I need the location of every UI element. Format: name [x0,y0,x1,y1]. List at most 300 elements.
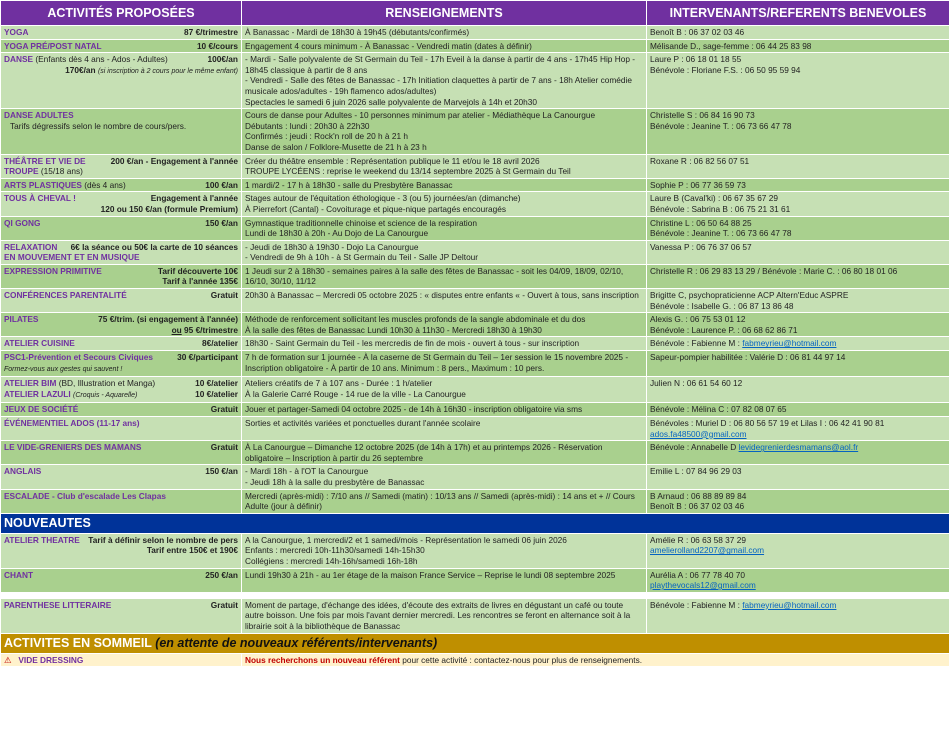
contacts-cell [647,465,949,489]
info-line: - Jeudi 18h à la salle du presbytère de Banassac [245,476,425,487]
info-cell [242,289,647,313]
activity-name-sub: (BD, Illustration et Manga) [58,378,156,389]
email-link[interactable]: levidegrenierdesmamans@aol.fr [738,442,859,453]
activity-name: THÉÂTRE ET VIE DE TROUPE [4,155,86,177]
activity-line [4,110,238,121]
contact-text: Vanessa P : 06 76 37 06 57 [650,241,752,252]
info-line: Sorties et activités variées et ponctuelles durant l'année scolaire [245,418,481,428]
activity-price-2: Tarif entre 150€ et 190€ [146,545,238,556]
contacts-cell [647,533,949,568]
contact-line [650,338,946,349]
info-line: - Jeudi de 18h30 à 19h30 - Dojo La Canourgue [245,241,419,252]
info-line: À la Galerie Carré Rouge - 14 rue de la ville - La Canourgue [245,388,466,399]
info-cell [242,178,647,192]
activity-name-2-sub: (Croquis - Aquarelle) [73,391,138,399]
activity-price: Tarif découverte 10€ [157,265,238,276]
activity-line [4,242,238,263]
contact-text: Emilie L : 07 84 96 29 03 [650,466,742,477]
info-line: Ateliers créatifs de 7 à 107 ans - Durée : 1 h/atelier [245,378,433,389]
contact-text: Brigitte C, psychopraticienne ACP Altern'Educ ASPRE [650,290,849,301]
contact-line [650,491,946,502]
info-line: Lundi de 18h30 à 20h - Au Dojo de La Canourgue [245,228,429,239]
activity-name: YOGA [4,27,29,37]
contact-text: Sophie P : 06 77 36 59 73 [650,179,746,190]
activity-row [1,533,949,568]
activity-price-line-2 [4,276,238,287]
contact-line [650,218,946,229]
activity-cell [1,240,242,264]
activity-line [4,570,238,581]
nouveautes-header [1,513,949,533]
contact-line [650,204,946,215]
activity-cell [1,216,242,240]
activity-cell [1,192,242,216]
contact-line [650,314,946,325]
nouveautes-title: NOUVEAUTES [1,513,949,533]
activity-line [4,156,238,177]
contact-text: Bénévole : Fabienne M : [650,338,743,349]
activity-name-sub: (15/18 ans) [40,166,83,177]
activity-name: ANGLAIS [4,466,42,477]
contact-text: Bénévole : Isabelle G. : 06 87 13 86 48 [650,300,794,311]
activity-name: ATELIER THEATRE [4,534,80,545]
info-line: Jouer et partager-Samedi 04 octobre 2025 - de 14h à 16h30 - inscription obligatoire via sms [245,404,583,415]
info-line: 18h30 - Saint Germain du Teil - les mercredis de fin de mois - ouvert à tous - sur inscription [245,338,580,349]
info-cell [242,533,647,568]
contacts-cell [647,337,949,351]
contact-link-line [650,545,946,556]
activity-cell [1,53,242,109]
contact-line [650,193,946,204]
info-line: A la Canourgue, 1 mercredi/2 et 1 samedi/mois - Représentation le samedi 06 juin 2026 [245,534,567,545]
info-line: À la salle des fêtes de Banassac Lundi 10h30 à 11h30 - Mercredi 18h30 à 19h30 [245,324,542,335]
activity-cell [1,154,242,178]
contact-line [650,442,946,453]
info-cell [242,313,647,337]
contact-line [650,570,946,581]
info-line: Spectacles le samedi 6 juin 2026 salle polyvalente de Marvejols à 14h et 20h30 [245,96,537,107]
activity-cell [1,39,242,53]
activity-line [4,491,238,502]
activity-name: ARTS PLASTIQUES [4,179,82,190]
activity-price: 100 €/an [205,179,238,190]
activity-price: 10 €/cours [196,40,238,51]
contacts-cell [647,289,949,313]
contact-line [650,600,946,611]
activity-line [4,535,238,546]
activity-price-line-2 [4,65,238,78]
info-cell [242,417,647,441]
activity-row [1,417,949,441]
activity-name: ESCALADE - Club d'escalade Les Clapas [4,490,166,501]
activity-name-sub: (dès 4 ans) [84,179,126,190]
activity-line [4,266,238,277]
contact-text: Christelle R : 06 29 83 13 29 / Bénévole : Marie C. : 06 80 18 01 06 [650,265,898,276]
contact-line [650,535,946,546]
activity-row [1,337,949,351]
activity-note: Formez-vous aux gestes qui sauvent ! [4,365,123,373]
contact-line [650,266,946,277]
activity-name: EXPRESSION PRIMITIVE [4,265,102,276]
activity-price: 10 €/atelier [195,378,238,389]
activity-price: 8€/atelier [202,338,238,349]
contact-text: Bénévole : Floriane F.S. : 06 50 95 59 94 [650,64,801,75]
activity-price: Tarif à définir selon le nombre de pers [88,534,238,545]
activity-cell [1,26,242,40]
info-line: À La Canourgue – Dimanche 12 octobre 2025 (de 14h à 17h) et au printemps 2026 - Réservation obligatoire – Inscription à partir du 26 septembre [245,442,603,463]
contact-line [650,352,946,363]
info-cell [242,216,647,240]
contacts-cell [647,598,949,633]
info-line: - Vendredi - Salle des fêtes de Banassac - 17h Initiation claquettes à partir de 7 ans - 18h Atelier comédie musicale ados/adultes - 19h flamenco ados/adultes) [245,75,632,96]
activity-price: 150 €/an [205,217,238,228]
contact-text: Sapeur-pompier habilitée : Valérie D : 06 81 44 97 14 [650,352,846,363]
contacts-cell [647,240,949,264]
info-line: Créer du théâtre ensemble : Représentation publique le 11 et/ou le 18 avril 2026 [245,155,540,166]
activity-price: 30 €/participant [177,352,238,363]
contacts-cell [647,313,949,337]
activity-price: 150 €/an [205,466,238,477]
info-cell [242,351,647,377]
activity-row [1,568,949,592]
info-line: - Mardi 18h - à l'OT la Canourgue [245,466,369,477]
contact-text: Laure P : 06 18 01 18 55 [650,54,742,65]
activity-name: QI GONG [4,217,41,228]
info-line: À Pierrefort (Cantal) - Covoiturage et pique-nique partagés encouragés [245,203,507,214]
contact-text: Bénévole : Laurence P. : 06 68 62 86 71 [650,324,798,335]
activity-row [1,192,949,216]
activity-price: 100€/an [207,54,238,65]
contact-text: Mélisande D., sage-femme : 06 44 25 83 98 [650,40,812,51]
activity-price: Gratuit [210,442,238,453]
info-line: TROUPE LYCÉENS : reprise le weekend du 13/14 septembre 2025 à St Germain du Teil [245,166,571,177]
contact-text: Bénévole : Sabrina B : 06 75 21 31 61 [650,203,791,214]
contact-line [650,65,946,76]
contacts-cell [647,216,949,240]
activity-row [1,154,949,178]
activity-name: JEUX DE SOCIÉTÉ [4,404,79,415]
activity-cell [1,289,242,313]
activity-name-sub: (Enfants dès 4 ans - Ados - Adultes) [35,54,168,65]
contact-line [650,180,946,191]
activity-row [1,351,949,377]
info-cell [242,109,647,154]
vide-dressing-red: Nous recherchons un nouveau référent [245,654,400,665]
activity-line [4,466,238,477]
header-contacts: INTERVENANTS/REFERENTS BENEVOLES [647,1,949,26]
contact-line [650,501,946,512]
header-row [1,1,949,26]
contact-line [650,156,946,167]
contact-line [650,325,946,336]
contact-text: Bénévoles : Muriel D : 06 80 56 57 19 et Lilas I : 06 42 41 90 81 [650,418,885,428]
info-line: 7 h de formation sur 1 journée - À la caserne de St Germain du Teil – 1er session le 15 novembre 2025 - Inscription obligatoire - À partir de 10 ans. Minimum : 8 pers., Maximum : 10 pers. [245,352,629,373]
email-link[interactable]: fabmeyrieu@hotmail.com [742,338,837,349]
note-line [4,363,238,376]
activity-name: ATELIER BIM [4,378,57,389]
contacts-cell [647,109,949,154]
contacts-cell [647,441,949,465]
contact-text: Aurélia A : 06 77 78 40 70 [650,569,746,580]
contact-text: Christelle S : 06 84 16 90 73 [650,110,755,121]
activity-name: PILATES [4,314,39,325]
sommeil-header [1,633,949,653]
activity-cell [1,337,242,351]
info-line: Moment de partage, d'échange des idées, d'écoute des extraits de livres en dégustant un café ou toute autre boisson. Une fois par mois l'avant dernier mercredi. Les rencontres se feront en alternance soit à la librairie soit à la bibliothèque de Banassac [245,599,631,631]
info-cell [242,192,647,216]
contact-line [650,54,946,65]
info-line: 20h30 à Banassac – Mercredi 05 octobre 2025 : « disputes entre enfants « - Ouvert à tous, sans inscription [245,290,639,301]
contacts-cell [647,403,949,417]
info-cell [242,39,647,53]
header-activities: ACTIVITÉS PROPOSÉES [1,1,242,26]
activity-cell [1,489,242,513]
activity-row [1,289,949,313]
activity-price-line-2 [4,325,238,336]
contact-line [650,378,946,389]
info-line: Stages autour de l'équitation éthologique - 3 (ou 5) journées/an (dimanche) [245,193,521,204]
info-cell [242,264,647,288]
contact-line [650,110,946,121]
activity-price-line-2 [4,204,238,215]
info-cell [242,403,647,417]
activity-name: YOGA PRÉ/POST NATAL [4,40,102,51]
contact-line [650,290,946,301]
contact-text: Laure B (Caval'ki) : 06 67 35 67 29 [650,193,778,204]
contact-line [650,418,946,429]
activity-cell [1,178,242,192]
contact-line [650,121,946,132]
activity-price-2: 95 €/trimestre [184,324,238,335]
contacts-cell [647,489,949,513]
info-cell [242,337,647,351]
activity-name: ÉVÉNEMENTIEL ADOS (11-17 ans) [4,418,140,428]
info-line: - Mardi - Salle polyvalente de St Germain du Teil - 17h Eveil à la danse à partir de 4 ans - 17h45 Hip Hop - 18h45 classique à partir de 8 ans [245,54,636,75]
info-line: Méthode de renforcement sollicitant les muscles profonds de la sangle abdominale et du dos [245,314,586,325]
vide-dressing-rest: pour cette activité : contactez-nous pour plus de renseignements. [399,654,643,665]
activity-row [1,489,949,513]
info-line: Engagement 4 cours minimum - À Banassac - Vendredi matin (dates à définir) [245,40,532,51]
contact-line [650,41,946,52]
email-link[interactable]: ados.fa48500@gmail.com [650,428,747,439]
contact-line [650,404,946,415]
info-line: 1 Jeudi sur 2 à 18h30 - semaines paires à la salle des fêtes de Banassac - soit les 04/09, 18/09, 02/10, 16/10, 30/10, 11/12 [245,265,624,287]
contact-line [650,242,946,253]
activity-row [1,403,949,417]
activity-price-2: 120 ou 150 €/an (formule Premium) [100,203,238,214]
info-line: Cours de danse pour Adultes - 10 personnes minimum par atelier - Médiathèque La Canourgue [245,110,596,121]
contact-text: Bénévole : Jeanine T. : 06 73 66 47 78 [650,120,792,131]
activity-line [4,352,238,363]
activity-name-2: ATELIER LAZULI [4,388,71,399]
contact-text: Benoît B : 06 37 02 03 46 [650,501,745,512]
activity-cell [1,598,242,633]
activity-line [4,600,238,611]
info-line: - Vendredi de 9h à 10h - à St Germain du Teil - Salle JP Deltour [245,252,479,263]
activity-line [4,290,238,301]
activity-row [1,313,949,337]
contact-line [650,27,946,38]
contacts-cell [647,568,949,592]
activity-cell [1,351,242,377]
contacts-cell [647,39,949,53]
contact-text: Alexis G. : 06 75 53 01 12 [650,314,746,325]
info-line: Collégiens : mercredi 14h-16h/samedi 16h-18h [245,555,418,566]
activity-price: 200 €/an - Engagement à l'année [110,155,238,166]
activity-price-2: Tarif à l'année 135€ [162,276,238,287]
info-cell [242,154,647,178]
activity-line [4,314,238,325]
activity-price: Gratuit [210,404,238,415]
activity-price: Engagement à l'année [150,193,238,204]
activity-cell [1,417,242,441]
email-link[interactable]: fabmeyrieu@hotmail.com [742,599,837,610]
contacts-cell [647,377,949,403]
vide-dressing-name: VIDE DRESSING [18,654,84,665]
activity-price-line-2 [4,545,238,556]
contact-text: Christine L : 06 50 64 88 25 [650,217,752,228]
header-info: RENSEIGNEMENTS [242,1,647,26]
activity-row [1,178,949,192]
contacts-cell [647,178,949,192]
info-cell [242,598,647,633]
activity-cell [1,264,242,288]
activity-row [1,465,949,489]
activity-name: CONFÉRENCES PARENTALITÉ [4,290,127,301]
price-prefix: ou [171,324,182,335]
info-line: Lundi 19h30 à 21h - au 1er étage de la maison France Service – Reprise le lundi 08 septembre 2025 [245,569,616,580]
activity-row [1,216,949,240]
activity-name: RELAXATION EN MOUVEMENT ET EN MUSIQUE [4,241,140,263]
contacts-cell [647,264,949,288]
activity-cell [1,377,242,403]
email-link[interactable]: playthevocals12@gmail.com [650,580,756,591]
activity-name: LE VIDE-GRENIERS DES MAMANS [4,442,142,453]
contact-text: Benoît B : 06 37 02 03 46 [650,27,745,37]
activity-row [1,39,949,53]
activity-price: 75 €/trim. (si engagement à l'année) [98,314,238,325]
activity-row [1,441,949,465]
contacts-cell [647,53,949,109]
contacts-cell [647,154,949,178]
activity-line [4,442,238,453]
contact-link-line [650,580,946,591]
activity-line-2 [4,389,238,402]
activity-row [1,109,949,154]
warning-icon: ⚠ [4,654,12,665]
info-line: Confirmés : jeudi : Rock'n roll de 20 h à 21 h [245,131,408,142]
contact-line [650,301,946,312]
contacts-cell [647,417,949,441]
activity-line [4,193,238,204]
info-cell [242,377,647,403]
contacts-cell [647,26,949,40]
contact-text: Roxane R : 06 82 56 07 51 [650,155,750,166]
activity-price: 6€ la séance ou 50€ la carte de 10 séances [70,241,238,252]
info-cell [242,441,647,465]
activity-cell [1,441,242,465]
activity-cell [1,465,242,489]
sommeil-title: ACTIVITES EN SOMMEIL [4,635,152,650]
contacts-cell [647,192,949,216]
contact-text: Bénévole : Annabelle D [650,442,739,453]
tarif-note: Tarifs dégressifs selon le nombre de cours/pers. [10,120,187,131]
info-line: Mercredi (après-midi) : 7/10 ans // Samedi (matin) : 10/13 ans // Samedi (après-midi) : 14 ans et + // Cours Adulte (jour à définir) [245,490,635,512]
activity-price-note: (si inscription à 2 cours pour le même enfant) [97,67,238,75]
contact-link-line [650,429,946,440]
activity-line [4,180,238,191]
activity-row [1,264,949,288]
info-line: Enfants : mercredi 10h-11h30/samedi 14h-15h30 [245,545,425,556]
info-cell [242,568,647,592]
info-line: Débutants : lundi : 20h30 à 22h30 [245,120,370,131]
activity-price: 87 €/trimestre [184,27,238,37]
email-link[interactable]: amelierolland2207@gmail.com [650,545,765,556]
activity-name: PSC1-Prévention et Secours Civiques [4,352,153,363]
contact-text: Bénévole : Jeanine T. : 06 73 66 47 78 [650,228,792,239]
info-cell [242,26,647,40]
activity-cell [1,533,242,568]
activity-line [4,338,238,349]
activity-row [1,598,949,633]
activity-name: PARENTHESE LITTERAIRE [4,599,112,610]
contact-line [650,228,946,239]
activity-line [4,378,238,389]
activity-line [4,404,238,415]
activity-name: ATELIER CUISINE [4,338,75,349]
info-cell [242,240,647,264]
sommeil-note: (en attente de nouveaux référents/intervenants) [155,635,438,650]
activity-line [4,41,238,52]
info-line: Gymnastique traditionnelle chinoise et science de la respiration [245,217,477,228]
contacts-cell [647,351,949,377]
contact-line [650,466,946,477]
activity-cell [1,109,242,154]
activity-row [1,53,949,109]
info-cell [242,465,647,489]
activity-price-2: 10 €/atelier [195,388,238,399]
contact-text: Bénévole : Mélina C : 07 82 08 07 65 [650,404,787,415]
activity-row [1,377,949,403]
activity-name: DANSE [4,54,34,65]
activity-price: Gratuit [210,290,238,301]
activity-price: Gratuit [210,599,238,610]
info-line: 1 mardi/2 - 17 h à 18h30 - salle du Presbytère Banassac [245,179,453,190]
activity-cell [1,403,242,417]
activity-line [4,418,238,429]
activity-row [1,240,949,264]
activity-line [4,27,238,38]
activity-price: 250 €/an [205,569,238,580]
contact-text: Bénévole : Fabienne M : [650,599,743,610]
contact-text: Amélie R : 06 63 58 37 29 [650,534,746,545]
contact-text: Julien N : 06 61 54 60 12 [650,378,743,389]
activity-cell [1,313,242,337]
activity-cell [1,568,242,592]
info-cell [242,53,647,109]
activity-name: DANSE ADULTES [4,110,74,121]
contact-text: B Arnaud : 06 88 89 89 84 [650,490,747,501]
activity-line [4,54,238,65]
info-line: À Banassac - Mardi de 18h30 à 19h45 (débutants/confirmés) [245,27,470,37]
info-line: Danse de salon / Folklore-Musette de 21 h à 23 h [245,141,427,152]
activity-line [4,218,238,229]
activity-price-2: 170€/an [65,64,96,75]
activity-row [1,26,949,40]
activity-name: TOUS À CHEVAL ! [4,193,76,204]
activity-name: CHANT [4,569,34,580]
vide-dressing-row [1,653,949,667]
